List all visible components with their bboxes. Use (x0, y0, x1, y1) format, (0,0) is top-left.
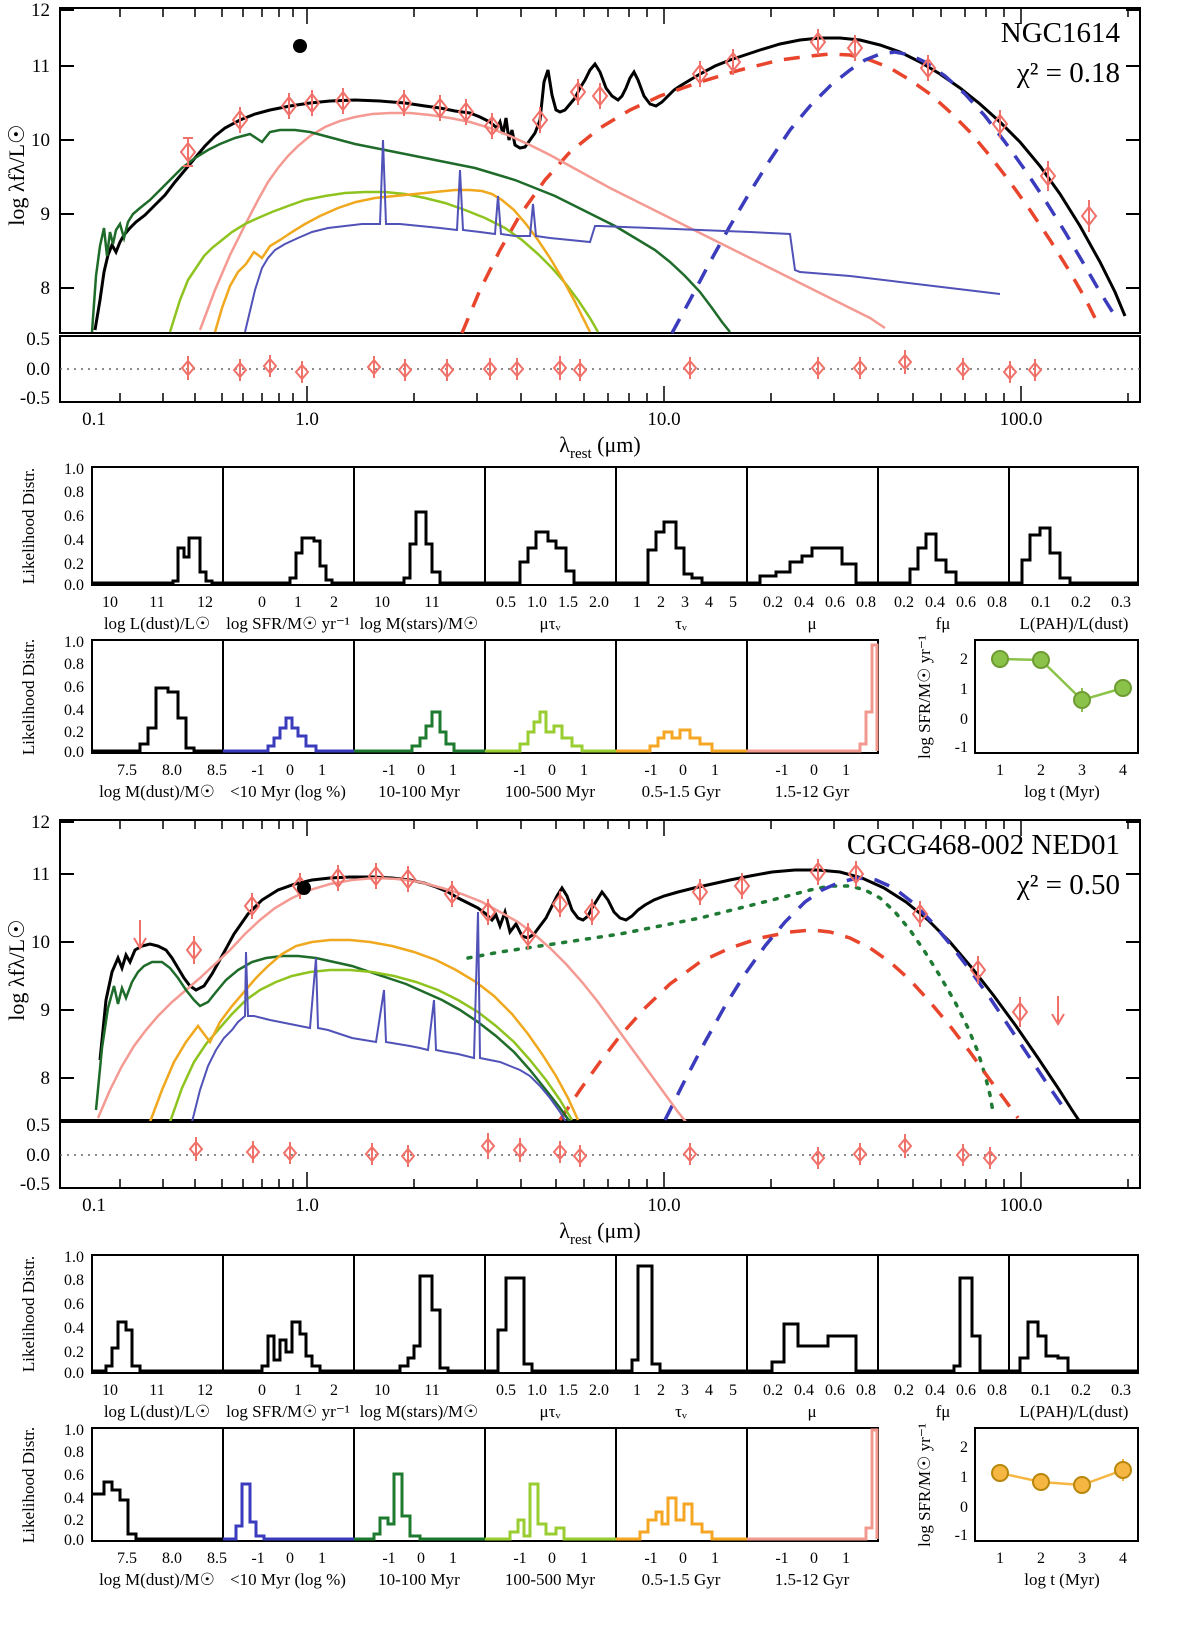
likelihood-ylabel: Likelihood Distr. (19, 1426, 38, 1544)
xtick: 3 (1078, 762, 1086, 779)
lk-ytick: 0.0 (64, 744, 84, 761)
xtick: 0 (679, 1550, 687, 1567)
lk-ytick: 0.4 (64, 702, 84, 719)
bottom-panel-title: CGCG468-002 NED01 (846, 829, 1120, 861)
xtick: 2 (330, 594, 338, 611)
xtick: 4 (1119, 1550, 1127, 1567)
xtick: 1.5 (558, 1382, 578, 1399)
xtick: 2 (1037, 1550, 1045, 1567)
lk-ytick: 0.2 (64, 556, 84, 573)
xtick: 4 (705, 1382, 713, 1399)
panel-xlabel: log L(dust)/L☉ (103, 1402, 211, 1421)
panel-sed-bottom (4, 812, 1140, 1122)
xtick: 4 (1119, 762, 1127, 779)
top-xlabel: $\lambda_{rest}$ (μm) (559, 432, 641, 462)
ytick: 11 (31, 864, 50, 885)
panel-xlabel: 100-500 Myr (504, 782, 596, 801)
xtick: 1 (580, 1550, 588, 1567)
bottom-chi2-label: χ² = 0.50 (1016, 869, 1120, 901)
lk-ytick: 0.0 (64, 1532, 84, 1549)
sfh-ytick: 0 (960, 711, 968, 728)
panel-residual-bottom (20, 1115, 1140, 1248)
xtick: 12 (197, 594, 213, 611)
bottom-xlabel: $\lambda_{rest}$ (μm) (559, 1218, 641, 1248)
panel-xlabel: 1.5-12 Gyr (774, 1570, 850, 1589)
xtick: 0 (810, 1550, 818, 1567)
panel-xlabel: μ (807, 1402, 817, 1421)
panel-xlabel: 10-100 Myr (378, 1570, 460, 1589)
xtick: 0.2 (894, 594, 914, 611)
xtick: 0 (286, 762, 294, 779)
ytick: 8 (40, 1068, 50, 1089)
sfh-ytick: 2 (960, 651, 968, 668)
xtick: 0.6 (825, 594, 845, 611)
panel-xlabel: 0.5-1.5 Gyr (641, 782, 721, 801)
xtick: 0.5 (496, 1382, 516, 1399)
xtick: 2.0 (589, 1382, 609, 1399)
ytick: 12 (31, 812, 50, 833)
top-ylabel: log λfλ/L☉ (4, 124, 29, 226)
xtick: 1.0 (527, 1382, 547, 1399)
xtick: 0 (548, 762, 556, 779)
xtick: 12 (197, 1382, 213, 1399)
panel-xlabel: log SFR/M☉ yr⁻¹ (226, 614, 350, 633)
sfh-ytick: -1 (954, 739, 968, 756)
xtick: 0.8 (856, 1382, 876, 1399)
xtick: 11 (149, 1382, 165, 1399)
xtick: 2 (657, 1382, 665, 1399)
black-photometry-point-top (293, 39, 307, 53)
xtick: 10 (374, 1382, 390, 1399)
panel-sed-top (4, 0, 1140, 333)
xtick: 0.2 (1071, 594, 1091, 611)
panel-xlabel: 10-100 Myr (378, 782, 460, 801)
xtick: 0.8 (987, 594, 1007, 611)
panel-xlabel: 1.5-12 Gyr (774, 782, 850, 801)
lk-ytick: 0.6 (64, 679, 84, 696)
likelihood-bottom1-xlabels (104, 1402, 1129, 1421)
sfh-ylabel: log SFR/M☉ yr⁻¹ (915, 635, 934, 759)
xtick: 0 (258, 594, 266, 611)
xtick: 0 (417, 1550, 425, 1567)
likelihood-row-bottom-1 (19, 1249, 1138, 1421)
xtick: 0.4 (925, 594, 945, 611)
resid-ytick: 0.0 (26, 359, 50, 380)
panel-xlabel: log SFR/M☉ yr⁻¹ (226, 1402, 350, 1421)
sfh-ytick: 1 (960, 1469, 968, 1486)
lk-ytick: 0.0 (64, 1365, 84, 1382)
xtick: 0.3 (1111, 594, 1131, 611)
xtick: 7.5 (117, 762, 137, 779)
xtick: 1 (996, 762, 1004, 779)
xtick: 11 (424, 594, 440, 611)
xtick: 11 (149, 594, 165, 611)
panel-xlabel: μτᵥ (539, 1402, 561, 1421)
panel-xlabel: 100-500 Myr (504, 1570, 596, 1589)
lk-ytick: 0.6 (64, 508, 84, 525)
xtick: 1.0 (295, 1195, 319, 1216)
xtick: 1.5 (558, 594, 578, 611)
xtick: 0.2 (763, 1382, 783, 1399)
panel-xlabel: log M(stars)/M☉ (359, 614, 479, 633)
lk-ytick: 0.8 (64, 656, 84, 673)
xtick: 100.0 (999, 409, 1043, 430)
top-chi2-label: χ² = 0.18 (1016, 57, 1120, 89)
xtick: 0 (417, 762, 425, 779)
xtick: 1 (580, 762, 588, 779)
xtick: 0 (679, 762, 687, 779)
lk-ytick: 0.6 (64, 1467, 84, 1484)
likelihood-top1-xlabels (104, 614, 1129, 633)
xtick: 0.6 (956, 594, 976, 611)
xtick: 1.0 (527, 594, 547, 611)
xtick: 8.5 (207, 1550, 227, 1567)
sfh-xlabel: log t (Myr) (1024, 782, 1100, 801)
likelihood-ylabel: Likelihood Distr. (19, 638, 38, 756)
sfh-bottom-xticks (996, 1550, 1127, 1567)
top-x-axis-labels (82, 409, 1042, 430)
lk-ytick: 0.8 (64, 1272, 84, 1289)
lk-ytick: 0.4 (64, 532, 84, 549)
xtick: 10 (102, 1382, 118, 1399)
xtick: 3 (681, 594, 689, 611)
xtick: -1 (644, 762, 658, 779)
panel-xlabel: fμ (935, 614, 951, 633)
xtick: 8.0 (162, 762, 182, 779)
panel-xlabel: τᵥ (675, 614, 687, 633)
panel-xlabel: μτᵥ (539, 614, 561, 633)
sfh-ytick: -1 (954, 1527, 968, 1544)
xtick: -1 (775, 1550, 789, 1567)
sfh-panel-bottom (915, 1423, 1138, 1589)
lk-ytick: 0.6 (64, 1296, 84, 1313)
xtick: 0 (548, 1550, 556, 1567)
xtick: 10 (102, 594, 118, 611)
likelihood-bottom2-xlabels (99, 1570, 850, 1589)
top-panel-title: NGC1614 (1000, 17, 1120, 49)
bottom-x-axis-labels (82, 1195, 1042, 1216)
xtick: 2 (657, 594, 665, 611)
xtick: 100.0 (999, 1195, 1043, 1216)
lk-ytick: 0.2 (64, 1512, 84, 1529)
xtick: -1 (382, 1550, 396, 1567)
xtick: 0.1 (1031, 1382, 1051, 1399)
xtick: 8.0 (162, 1550, 182, 1567)
panel-xlabel: fμ (935, 1402, 951, 1421)
sfh-ytick: 1 (960, 681, 968, 698)
xtick: -1 (644, 1550, 658, 1567)
xtick: -1 (251, 1550, 265, 1567)
xtick: 10 (374, 594, 390, 611)
lk-ytick: 1.0 (64, 634, 84, 651)
xtick: 0.1 (1031, 594, 1051, 611)
xtick: 11 (424, 1382, 440, 1399)
panel-xlabel: μ (807, 614, 817, 633)
lk-ytick: 0.0 (64, 577, 84, 594)
xtick: 0.2 (894, 1382, 914, 1399)
likelihood-row-top-2 (19, 634, 878, 801)
resid-ytick: -0.5 (19, 388, 50, 409)
xtick: 0.6 (956, 1382, 976, 1399)
xtick: 1 (294, 1382, 302, 1399)
likelihood-ylabel: Likelihood Distr. (19, 467, 38, 585)
lk-ytick: 1.0 (64, 461, 84, 478)
sfh-ytick: 0 (960, 1499, 968, 1516)
xtick: 0.4 (794, 1382, 814, 1399)
xtick: 1 (996, 1550, 1004, 1567)
xtick: 2.0 (589, 594, 609, 611)
ytick: 8 (40, 278, 50, 299)
xtick: 4 (705, 594, 713, 611)
xtick: 10.0 (647, 409, 681, 430)
likelihood-top2-xticks (117, 762, 850, 779)
lk-ytick: 0.8 (64, 1444, 84, 1461)
resid-ytick: 0.5 (26, 1115, 50, 1136)
lk-ytick: 0.2 (64, 724, 84, 741)
lk-ytick: 1.0 (64, 1422, 84, 1439)
lk-ytick: 0.4 (64, 1320, 84, 1337)
xtick: -1 (513, 1550, 527, 1567)
ytick: 11 (31, 56, 50, 77)
sfh-ylabel: log SFR/M☉ yr⁻¹ (915, 1423, 934, 1547)
xtick: 0.1 (82, 409, 106, 430)
xtick: 0 (286, 1550, 294, 1567)
likelihood-ylabel: Likelihood Distr. (19, 1255, 38, 1373)
likelihood-top1-xticks (102, 594, 1131, 611)
xtick: 0.6 (825, 1382, 845, 1399)
xtick: 1 (711, 762, 719, 779)
panel-xlabel: <10 Myr (log %) (230, 782, 346, 801)
likelihood-row-top-1 (19, 461, 1138, 633)
xtick: 1 (633, 1382, 641, 1399)
xtick: 1 (294, 594, 302, 611)
xtick: 0.1 (82, 1195, 106, 1216)
panel-xlabel: log L(dust)/L☉ (103, 614, 211, 633)
sfh-xlabel: log t (Myr) (1024, 1570, 1100, 1589)
panel-xlabel: L(PAH)/L(dust) (1019, 1402, 1129, 1421)
panel-xlabel: τᵥ (675, 1402, 687, 1421)
xtick: 5 (729, 1382, 737, 1399)
panel-xlabel: <10 Myr (log %) (230, 1570, 346, 1589)
xtick: 8.5 (207, 762, 227, 779)
resid-ytick: 0.5 (26, 329, 50, 350)
xtick: 2 (330, 1382, 338, 1399)
xtick: 1 (318, 762, 326, 779)
xtick: 3 (1078, 1550, 1086, 1567)
panel-xlabel: log M(dust)/M☉ (99, 782, 215, 801)
xtick: -1 (513, 762, 527, 779)
xtick: 0.2 (1071, 1382, 1091, 1399)
resid-ytick: 0.0 (26, 1145, 50, 1166)
panel-xlabel: L(PAH)/L(dust) (1019, 614, 1129, 633)
likelihood-bottom2-xticks (117, 1550, 850, 1567)
likelihood-row-bottom-2 (19, 1422, 878, 1589)
xtick: 1.0 (295, 409, 319, 430)
panel-xlabel: log M(dust)/M☉ (99, 1570, 215, 1589)
lk-ytick: 0.2 (64, 1344, 84, 1361)
xtick: 0 (258, 1382, 266, 1399)
xtick: 0.5 (496, 594, 516, 611)
xtick: 0.8 (987, 1382, 1007, 1399)
xtick: 0 (810, 762, 818, 779)
xtick: -1 (775, 762, 789, 779)
ytick: 10 (31, 130, 50, 151)
xtick: 1 (842, 762, 850, 779)
lk-ytick: 0.8 (64, 484, 84, 501)
sfh-panel-top (915, 635, 1138, 801)
xtick: -1 (382, 762, 396, 779)
xtick: 0.3 (1111, 1382, 1131, 1399)
xtick: 0.2 (763, 594, 783, 611)
xtick: 10.0 (647, 1195, 681, 1216)
xtick: 2 (1037, 762, 1045, 779)
sfh-ytick: 2 (960, 1439, 968, 1456)
resid-ytick: -0.5 (19, 1174, 50, 1195)
xtick: 1 (449, 1550, 457, 1567)
xtick: 3 (681, 1382, 689, 1399)
likelihood-bottom1-xticks (102, 1382, 1131, 1399)
ytick: 10 (31, 932, 50, 953)
ytick: 9 (40, 1000, 50, 1021)
panel-residual-top (20, 329, 1140, 462)
xtick: 7.5 (117, 1550, 137, 1567)
panel-xlabel: log M(stars)/M☉ (359, 1402, 479, 1421)
xtick: 1 (842, 1550, 850, 1567)
sfh-top-xticks (996, 762, 1127, 779)
lk-ytick: 1.0 (64, 1249, 84, 1266)
xtick: 0.4 (925, 1382, 945, 1399)
xtick: 5 (729, 594, 737, 611)
xtick: 1 (633, 594, 641, 611)
ytick: 9 (40, 204, 50, 225)
panel-xlabel: 0.5-1.5 Gyr (641, 1570, 721, 1589)
xtick: -1 (251, 762, 265, 779)
lk-ytick: 0.4 (64, 1490, 84, 1507)
bottom-ylabel: log λfλ/L☉ (4, 919, 29, 1021)
xtick: 1 (318, 1550, 326, 1567)
xtick: 0.8 (856, 594, 876, 611)
xtick: 1 (711, 1550, 719, 1567)
likelihood-top2-xlabels (99, 782, 850, 801)
black-photometry-point-bottom (297, 881, 311, 895)
xtick: 1 (449, 762, 457, 779)
xtick: 0.4 (794, 594, 814, 611)
ytick: 12 (31, 0, 50, 21)
